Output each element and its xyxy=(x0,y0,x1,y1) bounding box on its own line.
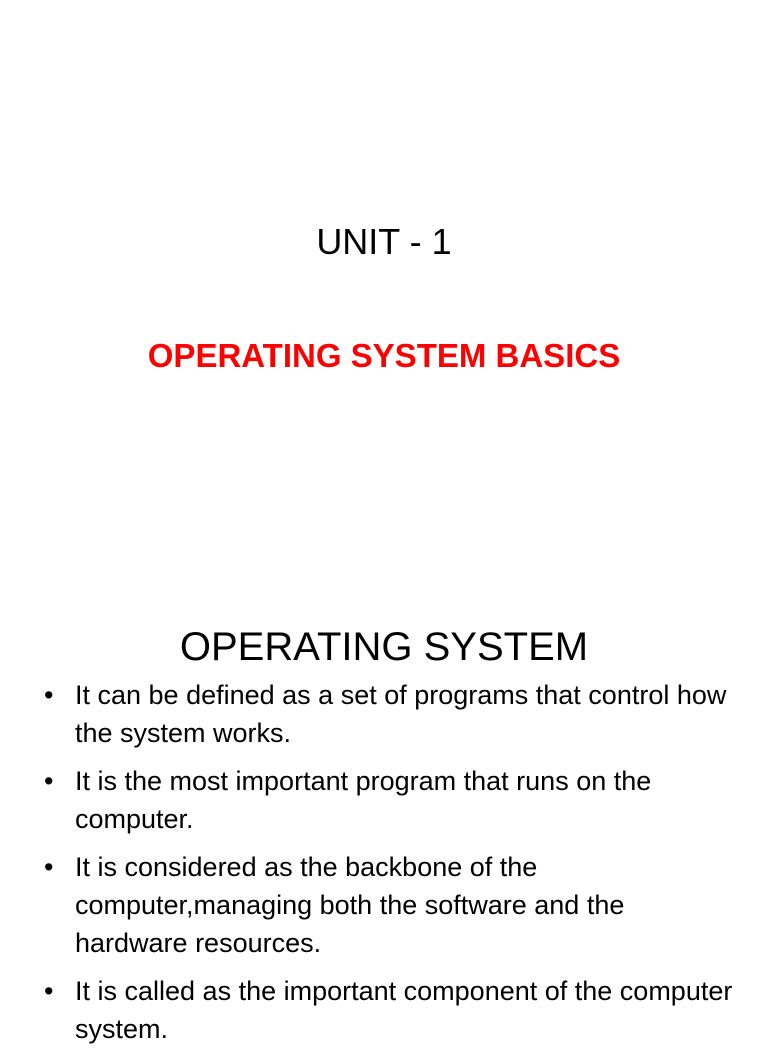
bullet-icon: • xyxy=(44,680,54,710)
bullet-text: It is the most important program that runs on the computer. xyxy=(75,766,652,834)
slide-operating-system xyxy=(0,576,768,1044)
bullet-text: It can be defined as a set of programs that control how the system works. xyxy=(75,680,727,748)
unit-subtitle: OPERATING SYSTEM BASICS xyxy=(147,337,621,374)
bullet-item xyxy=(0,762,768,838)
bullet-icon: • xyxy=(44,976,54,1006)
bullet-icon: • xyxy=(44,766,54,796)
bullet-item xyxy=(0,972,768,1048)
unit-title: UNIT - 1 xyxy=(316,221,452,262)
bullet-item xyxy=(0,676,768,752)
bullet-item xyxy=(0,848,768,962)
bullet-icon: • xyxy=(44,852,54,882)
bullet-text: It is called as the important component of the computer system. xyxy=(75,976,733,1044)
bullet-list xyxy=(0,676,768,1058)
bullet-text: It is considered as the backbone of the computer,managing both the software and the hardware resources. xyxy=(75,852,625,958)
slide-title: OPERATING SYSTEM xyxy=(179,625,589,669)
